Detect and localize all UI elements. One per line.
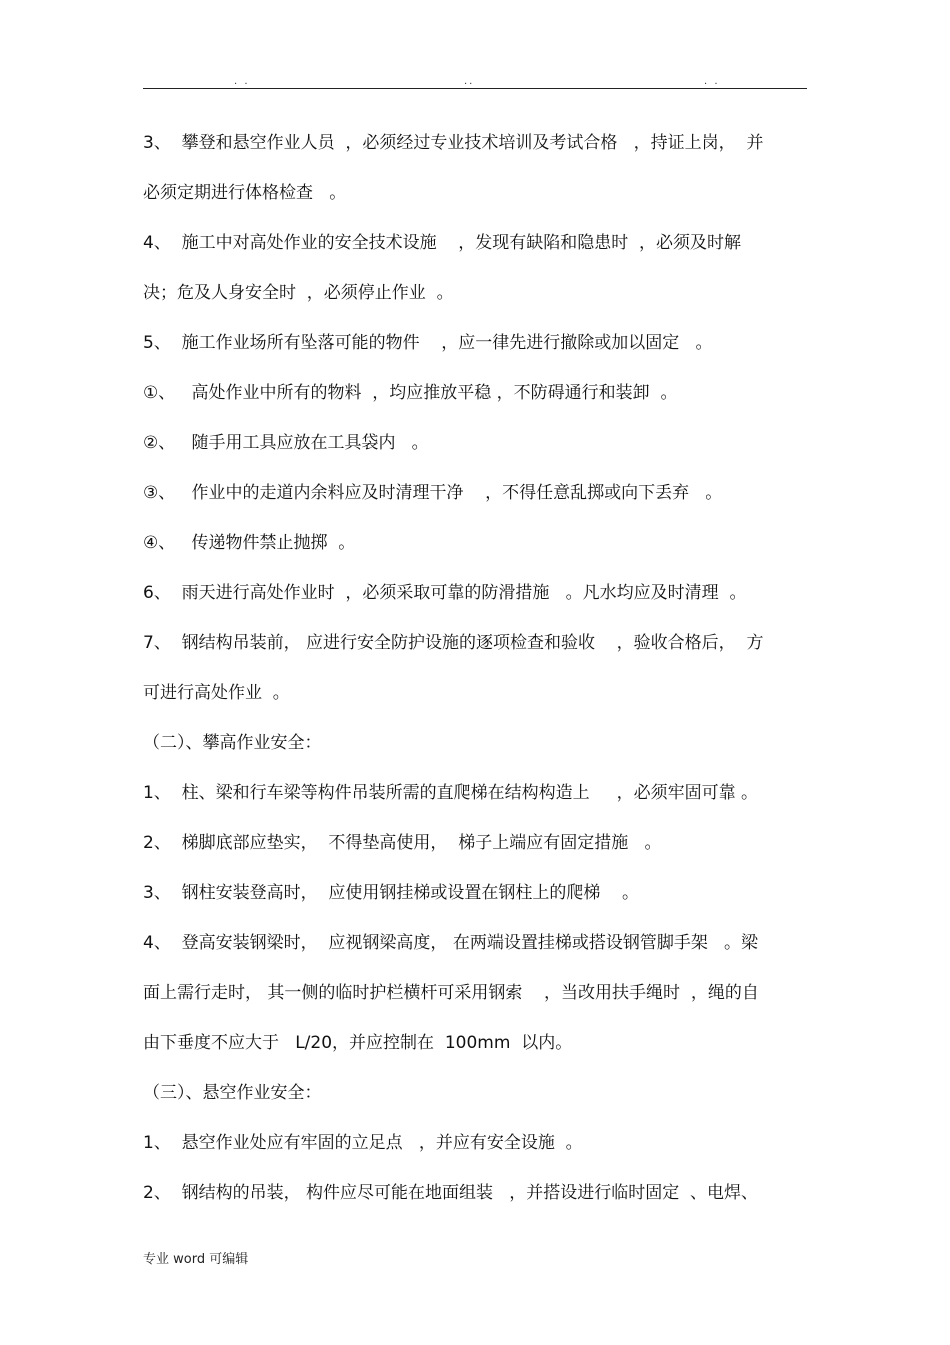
text-line: ③、 作业中的走道内余料应及时清理干净 ，不得任意乱掷或向下丢弃 。 [143,483,723,503]
text-line: 1、 悬空作业处应有牢固的立足点 ，并应有安全设施 。 [143,1133,583,1153]
text-line: 3、 攀登和悬空作业人员 ，必须经过专业技术培训及考试合格 ，持证上岗， 并 [143,133,764,153]
section-heading: （三）、悬空作业安全： [143,1083,322,1103]
text-line: 2、 钢结构的吊装， 构件应尽可能在地面组装 ，并搭设进行临时固定 、电焊、 [143,1183,759,1203]
text-line: 2、 梯脚底部应垫实， 不得垫高使用， 梯子上端应有固定措施 。 [143,833,662,853]
text-line: 必须定期进行体格检查 。 [143,183,347,203]
page-footer: 专业 word 可编辑 [143,1252,249,1267]
text-line: 4、 登高安装钢梁时， 应视钢梁高度， 在两端设置挂梯或搭设钢管脚手架 。梁 [143,933,759,953]
text-line: 由下垂度不应大于 L/20，并应控制在 100mm 以内。 [143,1033,573,1053]
text-line: 5、 施工作业场所有坠落可能的物件 ，应一律先进行撤除或加以固定 。 [143,333,713,353]
text-line: 7、 钢结构吊装前， 应进行安全防护设施的逐项检查和验收 ，验收合格后， 方 [143,633,764,653]
header-mark-center: .. [464,76,475,87]
header-mark-left: . . [234,76,250,87]
text-line: 3、 钢柱安装登高时， 应使用钢挂梯或设置在钢柱上的爬梯 。 [143,883,640,903]
text-line: ②、 随手用工具应放在工具袋内 。 [143,433,429,453]
text-line: 1、 柱、梁和行车梁等构件吊装所需的直爬梯在结构构造上 ，必须牢固可靠 。 [143,783,759,803]
text-line: 可进行高处作业 。 [143,683,290,703]
text-line: ①、 高处作业中所有的物料 ，均应推放平稳 ，不防碍通行和装卸 。 [143,383,678,403]
header-mark-right: . . [704,76,720,87]
header-rule [143,88,807,89]
section-heading: （二）、攀高作业安全： [143,733,322,753]
text-line: ④、 传递物件禁止抛掷 。 [143,533,356,553]
text-line: 4、 施工中对高处作业的安全技术设施 ，发现有缺陷和隐患时 ，必须及时解 [143,233,742,253]
text-line: 决；危及人身安全时 ，必须停止作业 。 [143,283,454,303]
text-line: 面上需行走时， 其一侧的临时护栏横杆可采用钢索 ，当改用扶手绳时 ，绳的自 [143,983,759,1003]
text-line: 6、 雨天进行高处作业时 ，必须采取可靠的防滑措施 。凡水均应及时清理 。 [143,583,747,603]
